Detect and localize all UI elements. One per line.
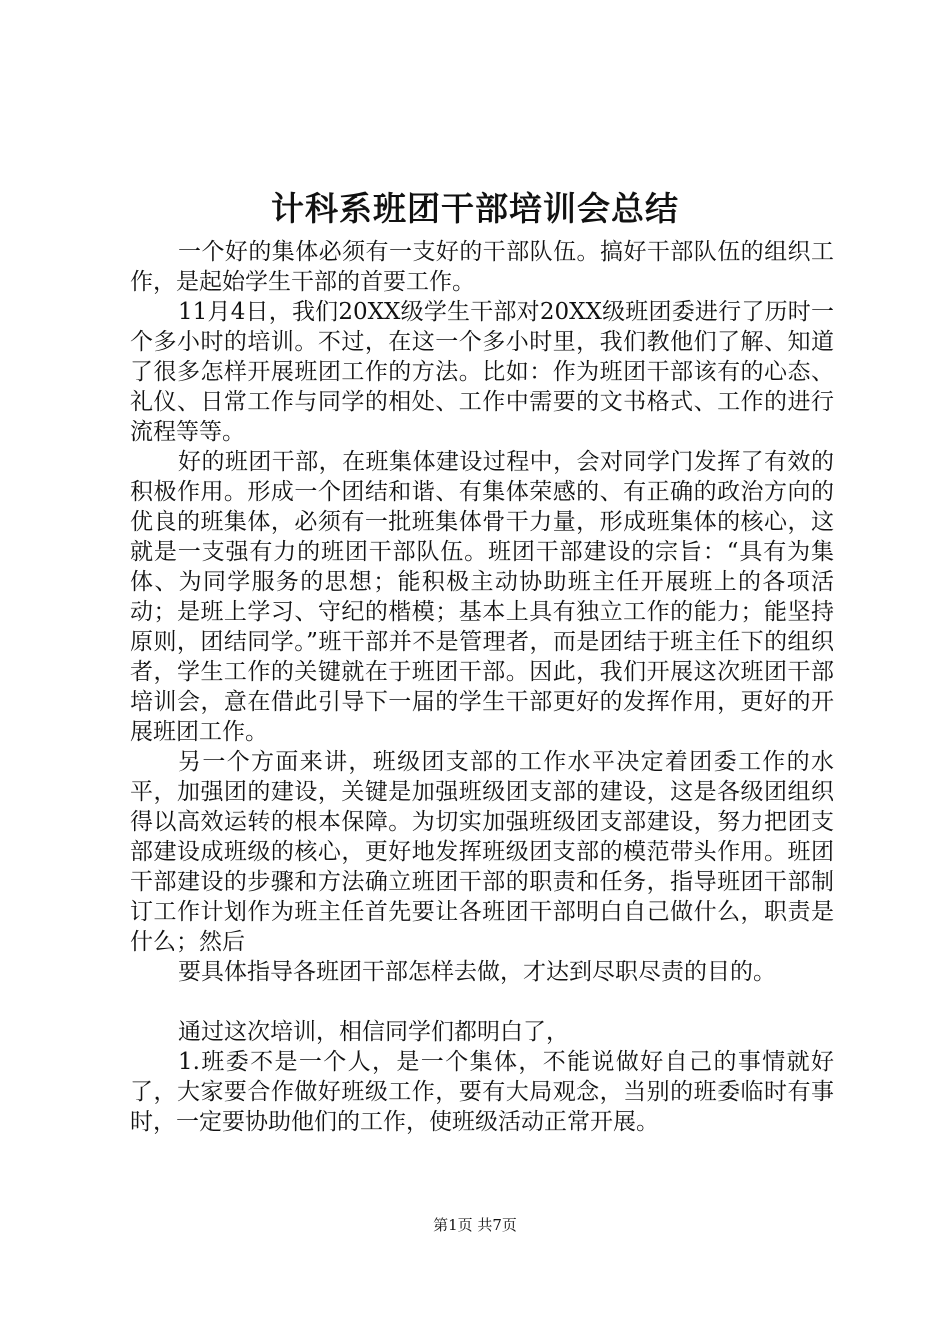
paragraph: 1.班委不是一个人，是一个集体，不能说做好自己的事情就好了，大家要合作做好班级工作，要有大局观念，当别的班委临时有事时，一定要协助他们的工作，使班级活动正常开展。 — [130, 1049, 834, 1135]
paragraph: 一个好的集体必须有一支好的干部队伍。搞好干部队伍的组织工作，是起始学生干部的首要工作。 — [130, 239, 834, 295]
document-body — [130, 237, 834, 1137]
paragraph: 要具体指导各班团干部怎样去做，才达到尽职尽责的目的。 — [178, 959, 776, 985]
paragraph: 好的班团干部，在班集体建设过程中，会对同学门发挥了有效的积极作用。形成一个团结和谐、有集体荣感的、有正确的政治方向的优良的班集体，必须有一批班集体骨干力量，形成班集体的核心，这就是一支强有力的班团干部队伍。班团干部建设的宗旨：“具有为集体、为同学服务的思想；能积极主动协助班主任开展班上的各项活动；是班上学习、守纪的楷模；基本上具有独立工作的能力；能坚持原则，团结同学。”班干部并不是管理者，而是团结于班主任下的组织者，学生工作的关键就在于班团干部。因此，我们开展这次班团干部培训会，意在借此引导下一届的学生干部更好的发挥作用，更好的开展班团工作。 — [130, 449, 834, 745]
paragraph: 11月4日，我们20XX级学生干部对20XX级班团委进行了历时一个多小时的培训。不过，在这一个多小时里，我们教他们了解、知道了很多怎样开展班团工作的方法。比如：作为班团干部该有的心态、礼仪、日常工作与同学的相处、工作中需要的文书格式、工作的进行流程等等。 — [130, 299, 834, 445]
paragraph: 另一个方面来讲，班级团支部的工作水平决定着团委工作的水平，加强团的建设，关键是加强班级团支部的建设，这是各级团组织得以高效运转的根本保障。为切实加强班级团支部建设，努力把团支部建设成班级的核心，更好地发挥班级团支部的模范带头作用。班团干部建设的步骤和方法确立班团干部的职责和任务，指导班团干部制订工作计划作为班主任首先要让各班团干部明白自己做什么，职责是什么；然后 — [130, 749, 834, 955]
paragraph: 通过这次培训，相信同学们都明白了， — [178, 1019, 569, 1045]
document-title: 计科系班团干部培训会总结 — [271, 189, 679, 228]
page-footer: 第1页 共7页 — [433, 1216, 517, 1234]
